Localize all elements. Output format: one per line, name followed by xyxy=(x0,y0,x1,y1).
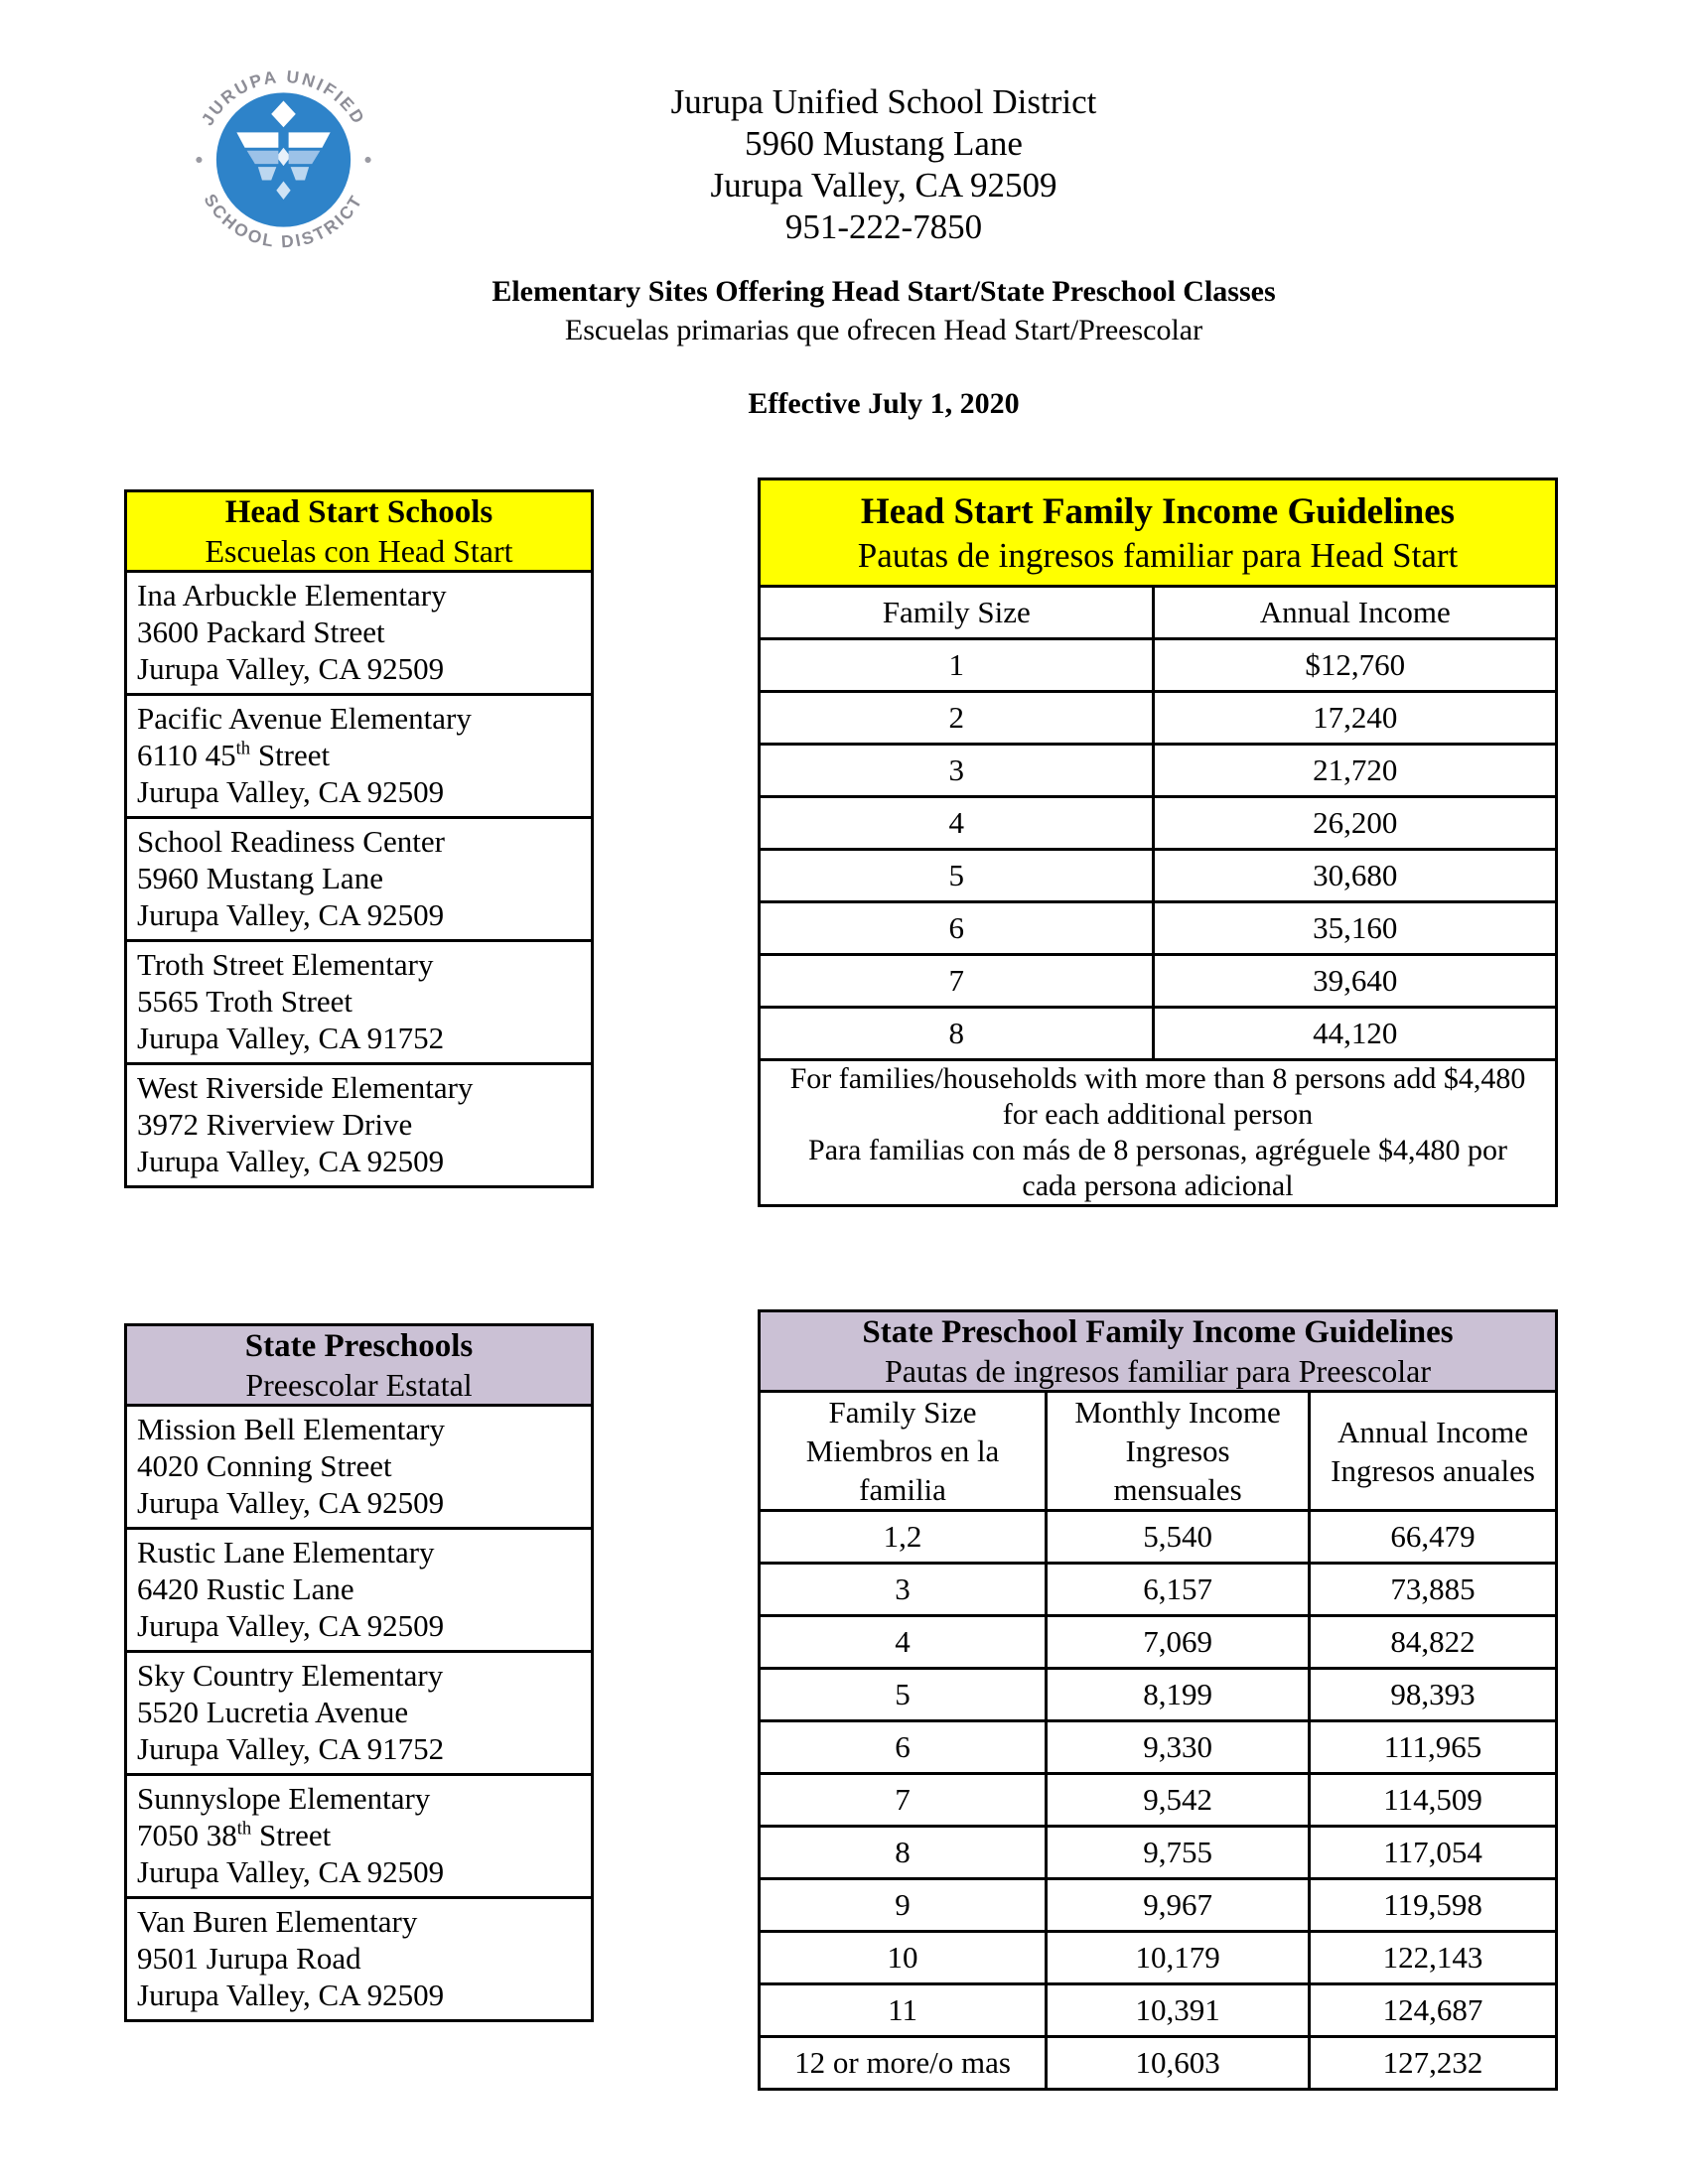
doc-title-en: Elementary Sites Offering Head Start/State Preschool Classes xyxy=(492,275,1276,308)
school-row xyxy=(126,1652,593,1775)
school-street: 5565 Troth Street xyxy=(137,984,353,1019)
income-row xyxy=(760,1774,1557,1827)
family-size-cell: 5 xyxy=(760,850,1154,902)
family-size-cell: 7 xyxy=(760,955,1154,1008)
income-row xyxy=(760,1616,1557,1669)
state-preschool-income-table xyxy=(758,1309,1558,2091)
income-row xyxy=(760,955,1557,1008)
income-row xyxy=(760,639,1557,692)
family-size-cell: 4 xyxy=(760,1616,1047,1669)
annual-income-cell: 117,054 xyxy=(1310,1827,1557,1879)
monthly-income-cell: 9,967 xyxy=(1047,1879,1310,1932)
annual-income-cell: 127,232 xyxy=(1310,2037,1557,2090)
school-city: Jurupa Valley, CA 92509 xyxy=(137,1978,445,2012)
family-size-cell: 3 xyxy=(760,745,1154,797)
school-street: 3600 Packard Street xyxy=(137,614,385,649)
school-row xyxy=(126,1775,593,1898)
school-street: 6110 45th Street xyxy=(137,738,331,772)
monthly-income-cell: 7,069 xyxy=(1047,1616,1310,1669)
school-row xyxy=(126,1406,593,1529)
state-preschools-title-en: State Preschools xyxy=(244,1328,474,1364)
school-name: Sunnyslope Elementary xyxy=(137,1781,431,1816)
family-size-cell: 8 xyxy=(760,1827,1047,1879)
annual-income-column-header: Annual Income xyxy=(1154,587,1557,639)
school-city: Jurupa Valley, CA 92509 xyxy=(137,1608,445,1643)
annual-income-cell: 122,143 xyxy=(1310,1932,1557,1984)
head-start-income-header xyxy=(760,479,1557,587)
school-row xyxy=(126,1898,593,2021)
school-city: Jurupa Valley, CA 92509 xyxy=(137,1854,445,1889)
family-size-cell: 6 xyxy=(760,902,1154,955)
income-row xyxy=(760,797,1557,850)
income-row xyxy=(760,850,1557,902)
school-street: 3972 Riverview Drive xyxy=(137,1107,413,1142)
school-name: Rustic Lane Elementary xyxy=(137,1535,435,1570)
income-row xyxy=(760,745,1557,797)
school-name: School Readiness Center xyxy=(137,824,445,859)
district-name: Jurupa Unified School District xyxy=(670,82,1097,121)
annual-income-cell: 119,598 xyxy=(1310,1879,1557,1932)
school-row xyxy=(126,695,593,818)
annual-income-cell: 124,687 xyxy=(1310,1984,1557,2037)
state-preschool-income-title-es: Pautas de ingresos familiar para Preescolar xyxy=(884,1353,1431,1389)
annual-income-cell: 73,885 xyxy=(1310,1564,1557,1616)
school-city: Jurupa Valley, CA 92509 xyxy=(137,651,445,686)
annual-income-cell: 39,640 xyxy=(1154,955,1557,1008)
school-street: 9501 Jurupa Road xyxy=(137,1941,361,1976)
logo-left-dot xyxy=(196,157,202,163)
school-city: Jurupa Valley, CA 92509 xyxy=(137,1485,445,1520)
school-row xyxy=(126,818,593,941)
family-size-cell: 9 xyxy=(760,1879,1047,1932)
school-street: 4020 Conning Street xyxy=(137,1448,392,1483)
annual-income-cell: 26,200 xyxy=(1154,797,1557,850)
monthly-income-cell: 10,603 xyxy=(1047,2037,1310,2090)
school-name: Sky Country Elementary xyxy=(137,1658,444,1693)
annual-income-cell: 17,240 xyxy=(1154,692,1557,745)
family-size-cell: 1,2 xyxy=(760,1511,1047,1564)
state-preschools-title-es: Preescolar Estatal xyxy=(245,1367,473,1403)
family-size-column-header: Family Size xyxy=(760,587,1154,639)
annual-income-cell: 114,509 xyxy=(1310,1774,1557,1827)
annual-income-cell: 44,120 xyxy=(1154,1008,1557,1060)
head-start-schools-header xyxy=(126,491,593,572)
family-size-cell: 3 xyxy=(760,1564,1047,1616)
annual-income-column-header: Annual Income Ingresos anuales xyxy=(1310,1392,1557,1511)
annual-income-cell: 21,720 xyxy=(1154,745,1557,797)
school-street: 5960 Mustang Lane xyxy=(137,861,383,895)
income-row xyxy=(760,1008,1557,1060)
income-row xyxy=(760,2037,1557,2090)
school-city: Jurupa Valley, CA 91752 xyxy=(137,1731,445,1766)
family-size-cell: 6 xyxy=(760,1721,1047,1774)
school-street: 6420 Rustic Lane xyxy=(137,1571,354,1606)
monthly-income-cell: 5,540 xyxy=(1047,1511,1310,1564)
school-city: Jurupa Valley, CA 92509 xyxy=(137,774,445,809)
district-header xyxy=(348,81,1420,248)
income-note: For families/households with more than 8 persons add $4,480 for each additional person Para familias con más de 8 personas, agréguele $4,480 por cada persona adicional xyxy=(760,1060,1557,1206)
school-row xyxy=(126,941,593,1064)
family-size-cell: 8 xyxy=(760,1008,1154,1060)
annual-income-cell: 66,479 xyxy=(1310,1511,1557,1564)
state-preschools-header xyxy=(126,1325,593,1406)
annual-income-cell: $12,760 xyxy=(1154,639,1557,692)
family-size-cell: 7 xyxy=(760,1774,1047,1827)
head-start-schools-title-en: Head Start Schools xyxy=(224,494,493,530)
head-start-schools-table xyxy=(124,489,594,1188)
school-street: 5520 Lucretia Avenue xyxy=(137,1695,409,1729)
logo-ring-top-text: JURUPA UNIFIED xyxy=(197,66,370,129)
income-row xyxy=(760,1984,1557,2037)
family-size-cell: 2 xyxy=(760,692,1154,745)
head-start-income-table xyxy=(758,478,1558,1207)
school-row xyxy=(126,572,593,695)
family-size-cell: 10 xyxy=(760,1932,1047,1984)
monthly-income-cell: 10,391 xyxy=(1047,1984,1310,2037)
income-row xyxy=(760,1827,1557,1879)
school-name: Troth Street Elementary xyxy=(137,947,434,982)
school-city: Jurupa Valley, CA 91752 xyxy=(137,1021,445,1055)
school-name: West Riverside Elementary xyxy=(137,1070,474,1105)
district-phone: 951-222-7850 xyxy=(784,207,983,246)
income-row xyxy=(760,1879,1557,1932)
annual-income-cell: 30,680 xyxy=(1154,850,1557,902)
state-preschool-income-title-en: State Preschool Family Income Guidelines xyxy=(862,1314,1454,1350)
school-name: Ina Arbuckle Elementary xyxy=(137,578,447,613)
income-row xyxy=(760,1721,1557,1774)
district-address: 5960 Mustang Lane xyxy=(745,124,1023,163)
annual-income-cell: 84,822 xyxy=(1310,1616,1557,1669)
school-row xyxy=(126,1529,593,1652)
income-row xyxy=(760,692,1557,745)
effective-date: Effective July 1, 2020 xyxy=(748,387,1020,420)
school-row xyxy=(126,1064,593,1187)
school-name: Van Buren Elementary xyxy=(137,1904,418,1939)
monthly-income-cell: 9,330 xyxy=(1047,1721,1310,1774)
school-name: Pacific Avenue Elementary xyxy=(137,701,472,736)
family-size-cell: 1 xyxy=(760,639,1154,692)
monthly-income-column-header: Monthly Income Ingresos mensuales xyxy=(1047,1392,1310,1511)
income-row xyxy=(760,1932,1557,1984)
school-street: 7050 38th Street xyxy=(137,1818,332,1852)
doc-title-es: Escuelas primarias que ofrecen Head Start/Preescolar xyxy=(564,314,1203,346)
income-row xyxy=(760,1511,1557,1564)
head-start-income-title-en: Head Start Family Income Guidelines xyxy=(860,491,1456,532)
monthly-income-cell: 10,179 xyxy=(1047,1932,1310,1984)
income-row xyxy=(760,902,1557,955)
family-size-cell: 5 xyxy=(760,1669,1047,1721)
school-name: Mission Bell Elementary xyxy=(137,1412,445,1446)
state-preschools-table xyxy=(124,1323,594,2022)
head-start-schools-title-es: Escuelas con Head Start xyxy=(205,533,513,569)
income-row xyxy=(760,1669,1557,1721)
monthly-income-cell: 9,542 xyxy=(1047,1774,1310,1827)
logo-ring-bottom-text: SCHOOL DISTRICT xyxy=(200,190,367,252)
head-start-income-title-es: Pautas de ingresos familiar para Head Start xyxy=(857,536,1459,575)
family-size-cell: 4 xyxy=(760,797,1154,850)
annual-income-cell: 111,965 xyxy=(1310,1721,1557,1774)
family-size-cell: 12 or more/o mas xyxy=(760,2037,1047,2090)
monthly-income-cell: 8,199 xyxy=(1047,1669,1310,1721)
family-size-cell: 11 xyxy=(760,1984,1047,2037)
district-city: Jurupa Valley, CA 92509 xyxy=(710,166,1057,205)
monthly-income-cell: 6,157 xyxy=(1047,1564,1310,1616)
income-row xyxy=(760,1564,1557,1616)
family-size-column-header: Family Size Miembros en la familia xyxy=(760,1392,1047,1511)
state-preschool-income-header xyxy=(760,1311,1557,1392)
monthly-income-cell: 9,755 xyxy=(1047,1827,1310,1879)
school-city: Jurupa Valley, CA 92509 xyxy=(137,897,445,932)
annual-income-cell: 98,393 xyxy=(1310,1669,1557,1721)
school-city: Jurupa Valley, CA 92509 xyxy=(137,1144,445,1178)
annual-income-cell: 35,160 xyxy=(1154,902,1557,955)
